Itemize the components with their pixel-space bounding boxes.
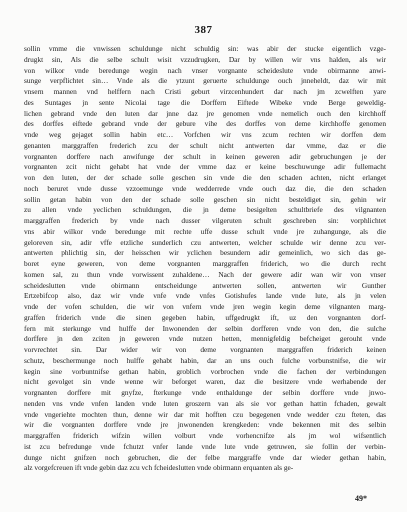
text-line: boret eyne geweren, von deme vorgnanten marggraffen friderich, wo die durch recht: [24, 259, 386, 268]
text-line: sollin getan habin von den der schade solle geschen sin nicht besteldiget sin, gehin wir: [24, 194, 386, 204]
text-line: vnsern mannen vnd helffern nach Cristi geburt virzcenhundert dar nach jm zcwelften yare: [24, 87, 386, 96]
page-number: 387: [194, 24, 213, 36]
text-line: vorgnanten zcit nicht gehabt hat vnde der vmme daz er keine beschuwunge adir fullemacht: [24, 162, 386, 172]
text-line: Ertzebifcop also, daz wir vnde vnfe vnde vnfes Gotishufes lande vnde lute, als jn velen: [24, 291, 386, 301]
text-line: lichen gebrand vnde den luten dar jnne daz jre genomen vnde nemelich ouch den kirchhoff: [24, 108, 386, 118]
text-line: vns abir wilkor vnde beredunge mit rechte uffe dusse schult vnde jre zuhangunge, als die: [24, 226, 386, 236]
text-line: vnde der vofen schulden, die wir von vnfern vnde jren wegin kegin deme vilgnanten marg-: [24, 302, 386, 311]
text-line: vorvrechtet sin. Dar wider wir von deme vorgnanten marggraffen friderich keinen: [24, 345, 386, 354]
text-line: des Suntages jn sente Nicolai tage die Dorffern Eiftede Wibeke vnde Berge geweldig-: [24, 97, 386, 107]
body-text: [24, 44, 386, 474]
text-line: kegin sine vorbuntnifse gethan habin, groblich vorbrochen vnde die fachen der verbindungen: [24, 366, 386, 376]
text-line: dorffere jn den zciten jn geweren vnde nutzen hetten, mennigfeldig befcheiget gerouht vnde: [24, 334, 386, 344]
text-line: vnde vngeriehte mochten thun, denne wir dar mit hofften czu begegenen vnde wedder czu fteten, das: [24, 409, 386, 419]
text-line: dunge nicht gnifzen noch gebruchen, die der felbe marggraffe vnde dar wieder gethan habin,: [24, 452, 386, 462]
text-line: vorgnanten dorffere nach anwifunge der schult in keinen geweren adir gebruchungen je der: [24, 151, 386, 161]
signature-mark: 49*: [355, 494, 367, 503]
text-line: geloreven sin, adir vffe etzliche sunderlich czu antwerten, welcher schulde wir denne zcu ver-: [24, 237, 386, 247]
text-line: alz vorgefcreuen ift vnde gebin daz zcu vch fcheideslutten vnde obirmann erquanten als ge-: [24, 463, 294, 473]
text-line: vnde weg gejaget sollin habin etc… Vorfchen wir vns zcum rechten wir dorffen dem: [24, 130, 386, 139]
text-line: wir die vorgnanten dorffere vnde jre jnwonenden krengkeden: vnde bekennen mit des selbin: [24, 420, 386, 430]
text-line: scheideslutten vnde obirmann entscheidunge antwerten sollen, antwerten wir Gunther: [24, 280, 386, 290]
text-line: sunge verpflichtet sin… Vnde als die ytzunt geruerte schuldunge ouch jnneheldt, daz wir mit: [24, 76, 386, 86]
text-line: ist zcu befredunge vnde fchutzt vnfer lande vnde lute vnde getruwen, sie follin der verbin-: [24, 441, 386, 451]
text-line: vorgnanten dorffere mit gnyfze, fterkunge vnde enthaldunge der selbin dorffere vnde jnwo-: [24, 388, 386, 397]
text-line: marggraffen frederich by vnde nach dusser vilgeruten schult geschreben sin: vorphlichtet: [24, 216, 386, 225]
text-line: genanten marggraffen frederich zcu der schult nicht antwerten dar vmme, daz er die: [24, 140, 386, 150]
text-line: von wilkor vnde beredunge wegin nach vnser vorgnante scheideslute vnde obirmanne anwi-: [24, 65, 386, 75]
text-line: von den luten, der der schade solle geschen sin vnde die den schaden achten, nicht erlanget: [24, 173, 386, 182]
text-line: komen sal, zu thun vnde vorwissent zuhaldene… Nach der gewere adir wan wir von vnser: [24, 269, 386, 279]
text-line: sollin vmme die vnwissen schuldunge nicht schuldig sin: was abir der stucke eigentlich vzge-: [24, 44, 386, 53]
text-line: schutz, beschermunge noch hulffe gehabt habin, dar an uns ouch fulche vorbunstnifse, die wir: [24, 355, 386, 365]
text-line: fern mit sterkunge vnd hulffe der Inwonenden der selbin dorfferen vnde von den, die sulche: [24, 323, 386, 333]
text-line: drugkt sin, Als die selbe schult wisit vzzudrugken, Dar by willen wir vns halden, als wir: [24, 54, 386, 64]
text-line: nenden vns vnde vnfen landen vnde luten groszern van als sie vor gethan hattin fchaden, gewalt: [24, 398, 386, 408]
text-line: noch beruret vnde dusse vzzoemunge vnde wedderrede vnde ouch daz die, die den schaden: [24, 183, 386, 193]
text-line: antwerten phlichtig sin, der heisschen wir yclichen besundern adir gemeinlich, wo sich das ge-: [24, 248, 386, 258]
text-line: marggraffen friderich wifzin willen volburt vnde vorhencnifze als jm wol wifsentlich: [24, 431, 386, 440]
text-line: graffen friderich vnde die sinen gegeben habin, uffgedrugkt ift, uz den vorgnanten dorf-: [24, 312, 386, 322]
text-line: nicht gevolget sin vnde wenne wir beforget waren, daz die besitzere vnde werhabende der: [24, 377, 386, 387]
text-line: des dorffes eiftede gebrand vnde der gebure vihe des dorffes von deme kirchhoffe genomen: [24, 119, 386, 129]
text-line: zu allen vnde yeclichen schuldungen, die jn deme besigelten schultbriefe des vilgnanten: [24, 205, 386, 215]
